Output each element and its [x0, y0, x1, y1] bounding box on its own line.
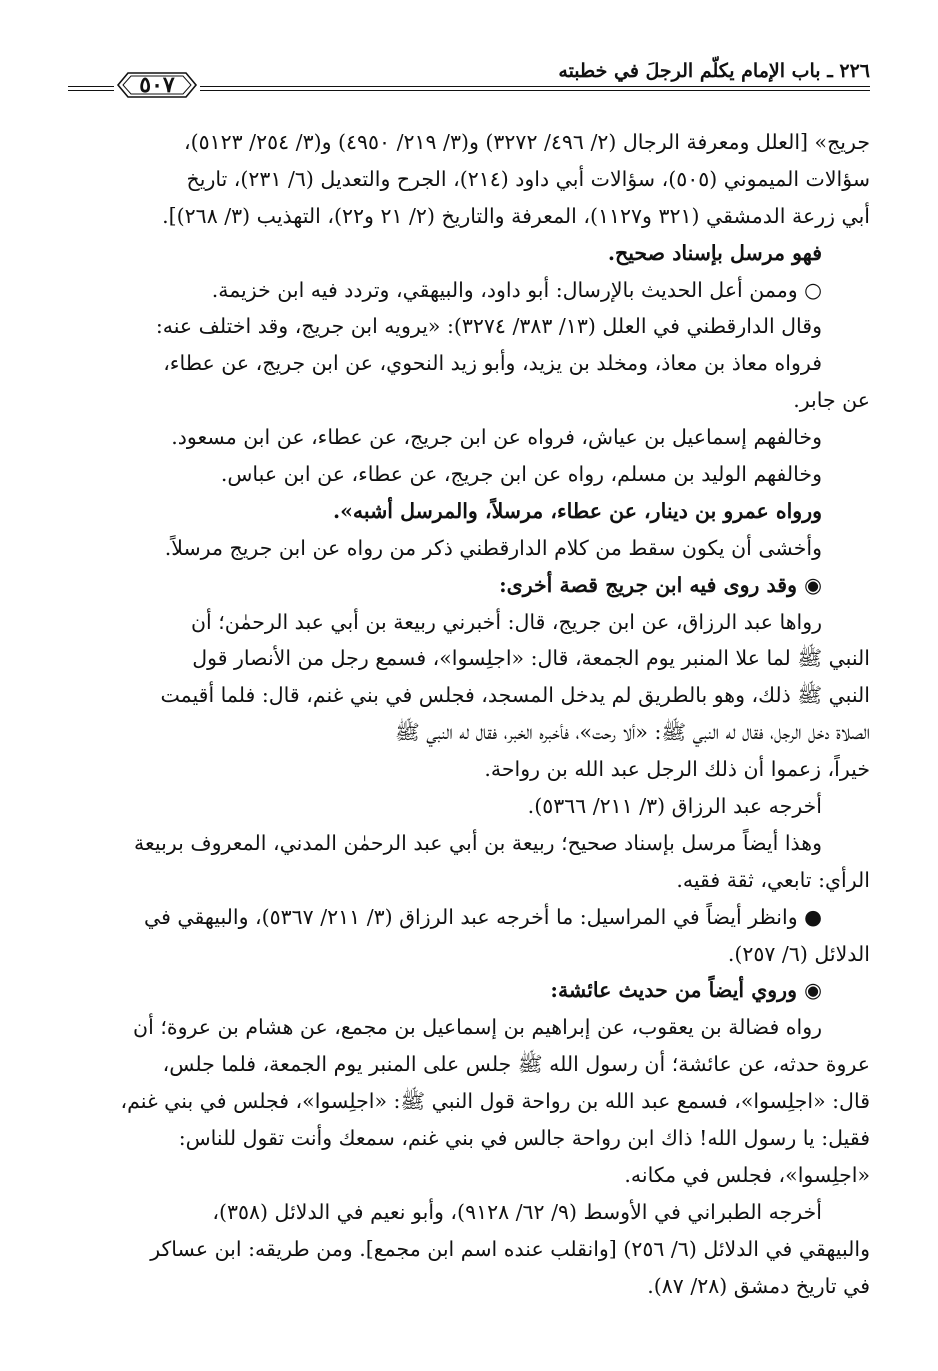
text-line: رواه فضالة بن يعقوب، عن إبراهيم بن إسماعيل بن مجمع، عن هشام بن عروة؛ أن	[133, 1015, 822, 1040]
page-number: ٥٠٧	[139, 72, 175, 98]
text-line: فقيل: يا رسول الله! ذاك ابن رواحة جالس في بني غنم، سمعك وأنت تقول للناس:	[178, 1126, 870, 1151]
text-line: وقال الدارقطني في العلل (١٣/ ٣٨٣/ ٣٢٧٤): «يرويه ابن جريج، وقد اختلف عنه:	[155, 314, 822, 339]
text-line: في تاريخ دمشق (٢٨/ ٨٧).	[647, 1273, 870, 1298]
text-line: ○ وممن أعل الحديث بالإرسال: أبو داود، والبيهقي، وتردد فيه ابن خزيمة.	[211, 277, 822, 302]
text-line: وأخشى أن يكون سقط من كلام الدارقطني ذكر من رواه عن ابن جريج مرسلاً.	[164, 535, 822, 560]
text-line: ◉ وروي أيضاً من حديث عائشة:	[550, 978, 822, 1003]
page-number-ornament	[114, 68, 200, 102]
text-line: وهذا أيضاً مرسل بإسناد صحيح؛ ربيعة بن أبي عبد الرحمٰن المدني، المعروف بربيعة	[134, 830, 822, 855]
page-header	[68, 58, 870, 98]
text-line: ◉ وقد روى فيه ابن جريج قصة أخرى:	[499, 572, 822, 597]
text-line: عن جابر.	[793, 388, 870, 413]
text-line: أبي زرعة الدمشقي (٣٢١ و١١٢٧)، المعرفة والتاريخ (٢/ ٢١ و٢٢)، التهذيب (٣/ ٢٦٨)].	[162, 203, 870, 228]
text-line: والبيهقي في الدلائل (٦/ ٢٥٦) [وانقلب عنده اسم ابن مجمع]. ومن طريقه: ابن عساكر	[150, 1236, 870, 1261]
text-line: فهو مرسل بإسناد صحيح.	[607, 240, 822, 265]
text-line: رواها عبد الرزاق، عن ابن جريج، قال: أخبرني ربيعة بن أبي عبد الرحمٰن؛ أن	[191, 609, 822, 634]
header-rule-right	[200, 86, 870, 87]
text-line: الدلائل (٦/ ٢٥٧).	[727, 941, 870, 966]
text-line: النبي ﷺ لما علا المنبر يوم الجمعة، قال: «اجلِسوا»، فسمع رجل من الأنصار قول	[192, 646, 870, 671]
text-line: قال: «اجلِسوا»، فسمع عبد الله بن رواحة قول النبي ﷺ: «اجلِسوا»، فجلس في بني غنم،	[120, 1089, 870, 1114]
text-line: النبي ﷺ ذلك، وهو بالطريق لم يدخل المسجد، فجلس في بني غنم، قال: فلما أقيمت	[160, 683, 870, 708]
text-line: أخرجه الطبراني في الأوسط (٩/ ٦٢/ ٩١٢٨)، وأبو نعيم في الدلائل (٣٥٨)،	[212, 1199, 822, 1224]
text-line: وخالفهم إسماعيل بن عياش، فرواه عن ابن جريج، عن عطاء، عن ابن مسعود.	[171, 425, 822, 450]
body-text	[62, 124, 870, 1305]
text-line: خيراً، زعموا أن ذلك الرجل عبد الله بن رواحة.	[484, 757, 870, 782]
text-line: سؤالات الميموني (٥٠٥)، سؤالات أبي داود (٢١٤)، الجرح والتعديل (٦/ ٢٣١)، تاريخ	[186, 166, 870, 191]
text-line: «اجلِسوا»، فجلس في مكانه.	[624, 1162, 870, 1187]
text-line: أخرجه عبد الرزاق (٣/ ٢١١/ ٥٣٦٦).	[527, 794, 822, 819]
chapter-title: ٢٢٦ ـ باب الإمام يكلّم الرجلَ في خطبته	[558, 60, 870, 82]
text-line: فرواه معاذ بن معاذ، ومخلد بن يزيد، وأبو زيد النحوي، عن ابن جريج، عن عطاء،	[163, 351, 822, 376]
text-line: الصلاة دخل الرجل، فقال له النبي ﷺ: «ألا رحت»، فأخبره الخبر، فقال له النبي ﷺ	[395, 720, 870, 745]
header-rule-left	[68, 86, 114, 87]
text-line: جريج» [العلل ومعرفة الرجال (٢/ ٤٩٦/ ٣٢٧٢) و(٣/ ٢١٩/ ٤٩٥٠) و(٣/ ٢٥٤/ ٥١٢٣)،	[183, 130, 870, 154]
text-line: عروة حدثه، عن عائشة؛ أن رسول الله ﷺ جلس على المنبر يوم الجمعة، فلما جلس،	[162, 1052, 870, 1077]
text-line: ورواه عمرو بن دينار، عن عطاء، مرسلاً، والمرسل أشبه».	[332, 498, 822, 523]
text-line: وخالفهم الوليد بن مسلم، رواه عن ابن جريج، عن عطاء، عن ابن عباس.	[220, 462, 822, 487]
text-line: الرأي: تابعي، ثقة فقيه.	[676, 867, 870, 892]
text-line: ● وانظر أيضاً في المراسيل: ما أخرجه عبد الرزاق (٣/ ٢١١/ ٥٣٦٧)، والبيهقي في	[143, 904, 822, 929]
